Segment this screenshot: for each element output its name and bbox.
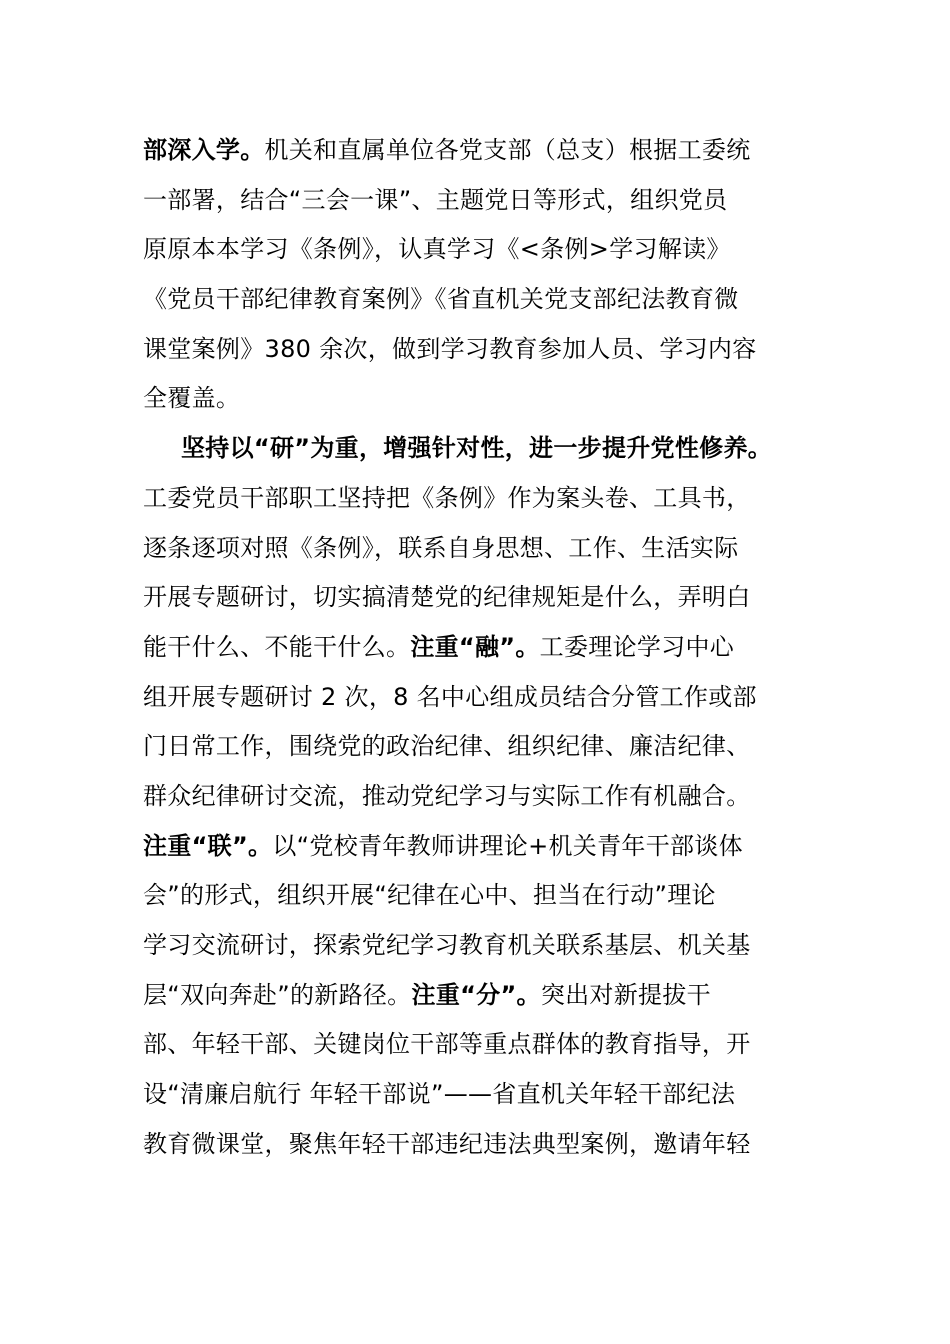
bold-heading: 注重“分”。: [411, 980, 541, 1009]
text-line: [143, 921, 823, 971]
text-line: [143, 971, 823, 1021]
text-run: 教育微课堂，聚焦年轻干部违纪违法典型案例，邀请年轻: [143, 1129, 751, 1158]
text-line: [143, 772, 823, 822]
text-run: 开展专题研讨，切实搞清楚党的纪律规矩是什么，弄明白: [143, 583, 751, 612]
text-line: [143, 871, 823, 921]
text-line: [143, 1120, 823, 1170]
text-run: 组开展专题研讨 2 次，8 名中心组成员结合分管工作或部: [143, 682, 757, 711]
text-run: 原原本本学习《条例》，认真学习《<条例>学习解读》: [143, 235, 731, 264]
text-run: 课堂案例》380 余次，做到学习教育参加人员、学习内容: [143, 334, 757, 363]
text-line: [143, 325, 823, 375]
text-run: 工委理论学习中心: [539, 632, 735, 661]
text-run: 能干什么、不能干什么。: [143, 632, 411, 661]
text-run: 层“双向奔赴”的新路径。: [143, 980, 412, 1009]
text-line: [143, 374, 823, 424]
text-run: 设“清廉启航行 年轻干部说”——省直机关年轻干部纪法: [143, 1080, 736, 1109]
text-run: 部、年轻干部、关键岗位干部等重点群体的教育指导，开: [143, 1030, 751, 1059]
text-run: 《党员干部纪律教育案例》《省直机关党支部纪法教育微: [143, 285, 739, 314]
text-run: 群众纪律研讨交流，推动党纪学习与实际工作有机融合。: [143, 781, 751, 810]
text-line: [143, 176, 823, 226]
text-run: 突出对新提拔干: [540, 980, 711, 1009]
text-run: 全覆盖。: [143, 384, 241, 413]
text-run: 逐条逐项对照《条例》，联系自身思想、工作、生活实际: [143, 533, 739, 562]
text-line: [143, 1020, 823, 1070]
bold-heading: 注重“融”。: [410, 632, 540, 661]
bold-heading: 注重“联”。: [143, 831, 273, 860]
text-line: [143, 524, 823, 574]
text-line: [143, 623, 823, 673]
bold-heading: 坚持以“研”为重，增强针对性，进一步提升党性修养。: [181, 434, 773, 463]
text-run: 门日常工作，围绕党的政治纪律、组织纪律、廉洁纪律、: [143, 732, 751, 761]
body-text: [143, 126, 823, 1169]
text-run: 工委党员干部职工坚持把《条例》作为案头卷、工具书，: [143, 483, 751, 512]
text-line: [143, 673, 823, 723]
bold-heading: 部深入学。: [143, 136, 265, 164]
text-line: [143, 722, 823, 772]
text-run: 学习交流研讨，探索党纪学习教育机关联系基层、机关基: [143, 931, 751, 959]
text-line: [143, 126, 823, 176]
paragraph-heading-line: [143, 424, 823, 474]
text-line: [143, 573, 823, 623]
text-run: 以“党校青年教师讲理论+机关青年干部谈体: [272, 831, 743, 860]
text-run: 一部署，结合“三会一课”、主题党日等形式，组织党员: [143, 185, 728, 214]
text-run: 机关和直属单位各党支部（总支）根据工委统: [264, 136, 751, 164]
text-line: [143, 1070, 823, 1120]
text-run: 会”的形式，组织开展“纪律在心中、担当在行动”理论: [143, 881, 716, 910]
text-line: [143, 275, 823, 325]
text-line: [143, 822, 823, 872]
text-line: [143, 474, 823, 524]
text-line: [143, 225, 823, 275]
